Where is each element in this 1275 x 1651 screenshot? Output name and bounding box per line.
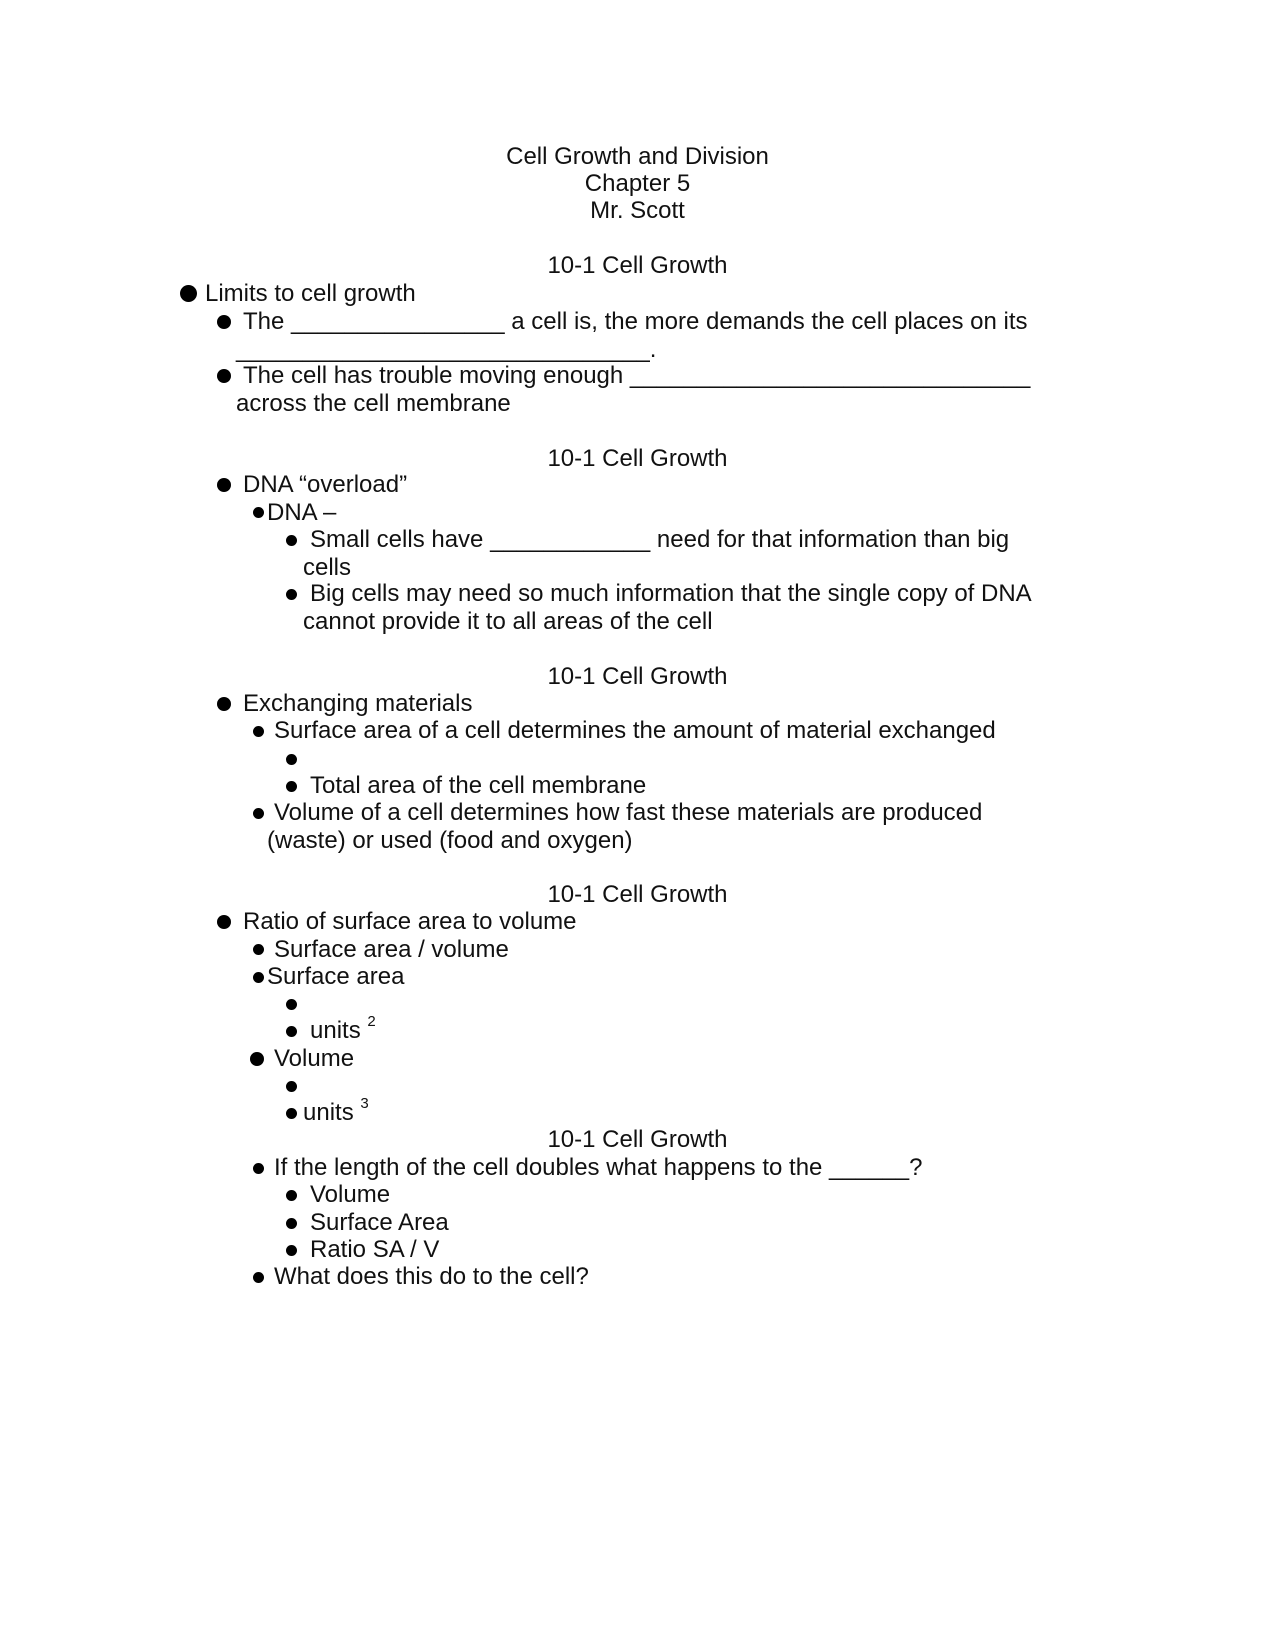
outline-item: Volume	[310, 1181, 391, 1208]
bullet-icon	[286, 589, 297, 600]
bullet-icon	[286, 1026, 297, 1037]
outline-item: DNA –	[267, 499, 337, 526]
bullet-icon	[253, 726, 264, 737]
section-heading: 10-1 Cell Growth	[547, 663, 728, 690]
exponent-label: 2	[367, 1013, 376, 1030]
bullet-icon	[217, 478, 231, 492]
units-label: units	[310, 1017, 361, 1044]
outline-item-continued: across the cell membrane	[236, 390, 511, 417]
bullet-icon	[286, 754, 297, 765]
bullet-icon	[286, 1245, 297, 1256]
outline-item: Big cells may need so much information that the single copy of DNA	[310, 580, 1032, 607]
outline-item: Small cells have ____________ need for that information than big	[310, 526, 1010, 553]
bullet-icon	[253, 972, 264, 983]
bullet-icon	[286, 535, 297, 546]
outline-item: Exchanging materials	[243, 690, 473, 717]
outline-item: Surface Area	[310, 1209, 449, 1236]
outline-item: What does this do to the cell?	[274, 1263, 589, 1290]
outline-item-continued: (waste) or used (food and oxygen)	[267, 827, 633, 854]
outline-item: Limits to cell growth	[205, 280, 416, 307]
outline-item: Surface area	[267, 963, 405, 990]
author-label: Mr. Scott	[590, 197, 685, 224]
outline-item-continued: cannot provide it to all areas of the cell	[303, 608, 713, 635]
outline-item: DNA “overload”	[243, 471, 408, 498]
section-heading: 10-1 Cell Growth	[547, 1126, 728, 1153]
bullet-icon	[253, 808, 264, 819]
bullet-icon	[217, 697, 231, 711]
outline-item: Total area of the cell membrane	[310, 772, 647, 799]
bullet-icon	[253, 1272, 264, 1283]
section-heading: 10-1 Cell Growth	[547, 252, 728, 279]
outline-item-continued: cells	[303, 554, 352, 581]
bullet-icon	[180, 285, 197, 302]
outline-item: Ratio SA / V	[310, 1236, 440, 1263]
section-heading: 10-1 Cell Growth	[547, 445, 728, 472]
bullet-icon	[286, 1081, 297, 1092]
bullet-icon	[250, 1052, 264, 1066]
bullet-icon	[286, 1108, 297, 1119]
outline-item: If the length of the cell doubles what happens to the ______?	[274, 1154, 923, 1181]
bullet-icon	[286, 1218, 297, 1229]
bullet-icon	[253, 507, 264, 518]
bullet-icon	[217, 369, 231, 383]
outline-item-continued: _______________________________.	[236, 336, 657, 363]
chapter-label: Chapter 5	[584, 170, 691, 197]
bullet-icon	[217, 915, 231, 929]
bullet-icon	[253, 944, 264, 955]
bullet-icon	[286, 1190, 297, 1201]
bullet-icon	[253, 1163, 264, 1174]
bullet-icon	[217, 315, 231, 329]
units-label: units	[303, 1099, 354, 1126]
section-heading: 10-1 Cell Growth	[547, 881, 728, 908]
outline-item: Ratio of surface area to volume	[243, 908, 577, 935]
outline-item: The cell has trouble moving enough ______________________________	[243, 362, 1031, 389]
outline-item: Surface area / volume	[274, 936, 509, 963]
outline-item: Surface area of a cell determines the amount of material exchanged	[274, 717, 996, 744]
bullet-icon	[286, 999, 297, 1010]
outline-item	[310, 1013, 376, 1045]
outline-item	[303, 1095, 369, 1127]
outline-item: The ________________ a cell is, the more demands the cell places on its	[243, 308, 1028, 335]
document-title: Cell Growth and Division	[506, 143, 769, 170]
outline-item: Volume	[274, 1045, 355, 1072]
exponent-label: 3	[360, 1095, 369, 1112]
outline-item: Volume of a cell determines how fast these materials are produced	[274, 799, 983, 826]
bullet-icon	[286, 781, 297, 792]
